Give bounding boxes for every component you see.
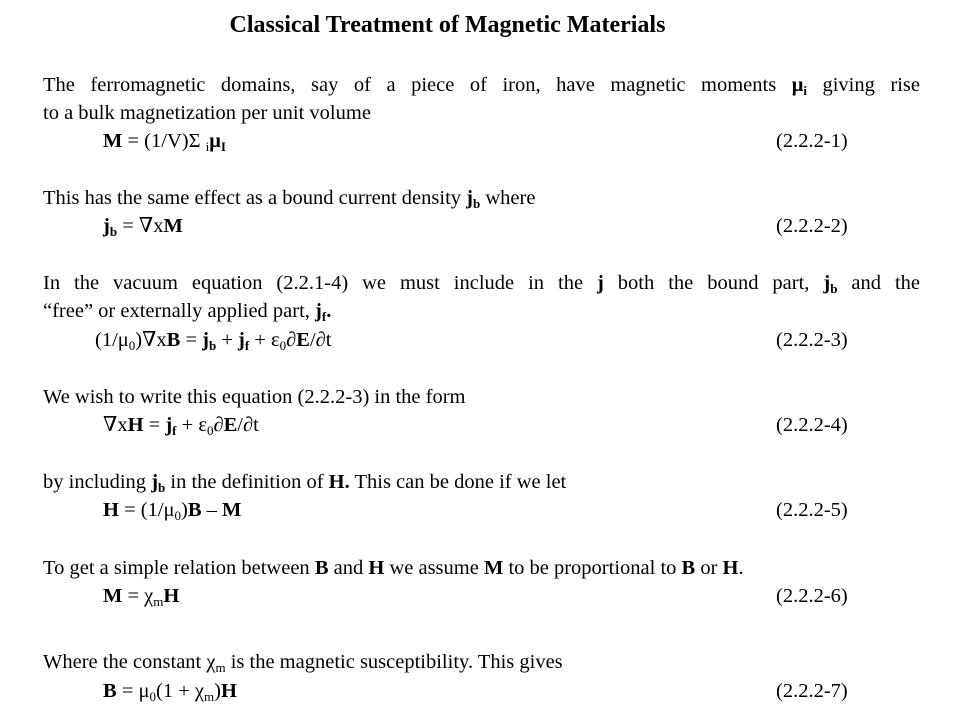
equation-5: $H = (1/\mu_0)B - M$ (103, 499, 242, 523)
equation-2-number: (2.2.2-2) (776, 215, 848, 237)
equation-7-number: (2.2.2-7) (776, 680, 848, 702)
paragraph-1-line-1: The ferromagnetic domains, say of a piece of iron, have magnetic moments $\mu_i$ giving rise (43, 74, 920, 98)
equation-1: M = (1/V)Σ $_i\mu_I$ (103, 130, 226, 154)
equation-5-number: (2.2.2-5) (776, 499, 848, 521)
paragraph-3-line-1: In the vacuum equation (2.2.1-4) we must include in the j both the bound part, $j_b$ and the (43, 272, 920, 296)
equation-3-number: (2.2.2-3) (776, 329, 848, 351)
paragraph-4: We wish to write this equation (2.2.2-3) in the form (43, 386, 466, 408)
equation-6: $M = \chi_mH$ (103, 585, 180, 609)
equation-2: $j_b = \nabla xM$ (103, 215, 183, 239)
equation-6-number: (2.2.2-6) (776, 585, 848, 607)
equation-3: $(1/\mu_0)\nabla xB = j_b + j_f + \varepsilon_0\partial E/\partial t$ (95, 329, 332, 353)
paragraph-3-line-2: “free” or externally applied part, $j_f$. (43, 300, 332, 324)
paragraph-6: To get a simple relation between B and H we assume M to be proportional to B or H. (43, 557, 744, 579)
equation-7: $B = \mu_0(1 + \chi_m)H$ (103, 680, 237, 704)
equation-1-number: (2.2.2-1) (776, 130, 848, 152)
page-title: Classical Treatment of Magnetic Materials (229, 12, 666, 38)
paragraph-1-line-2: to a bulk magnetization per unit volume (43, 102, 371, 124)
equation-4-number: (2.2.2-4) (776, 414, 848, 436)
paragraph-2: This has the same effect as a bound current density $j_b$ where (43, 187, 536, 211)
paragraph-7: Where the constant $\chi_m$ is the magnetic susceptibility. This gives (43, 651, 563, 675)
paragraph-5: by including $j_b$ in the definition of H. This can be done if we let (43, 471, 567, 495)
equation-4: $\nabla xH = j_f + \varepsilon_0\partial E/\partial t$ (103, 414, 259, 438)
